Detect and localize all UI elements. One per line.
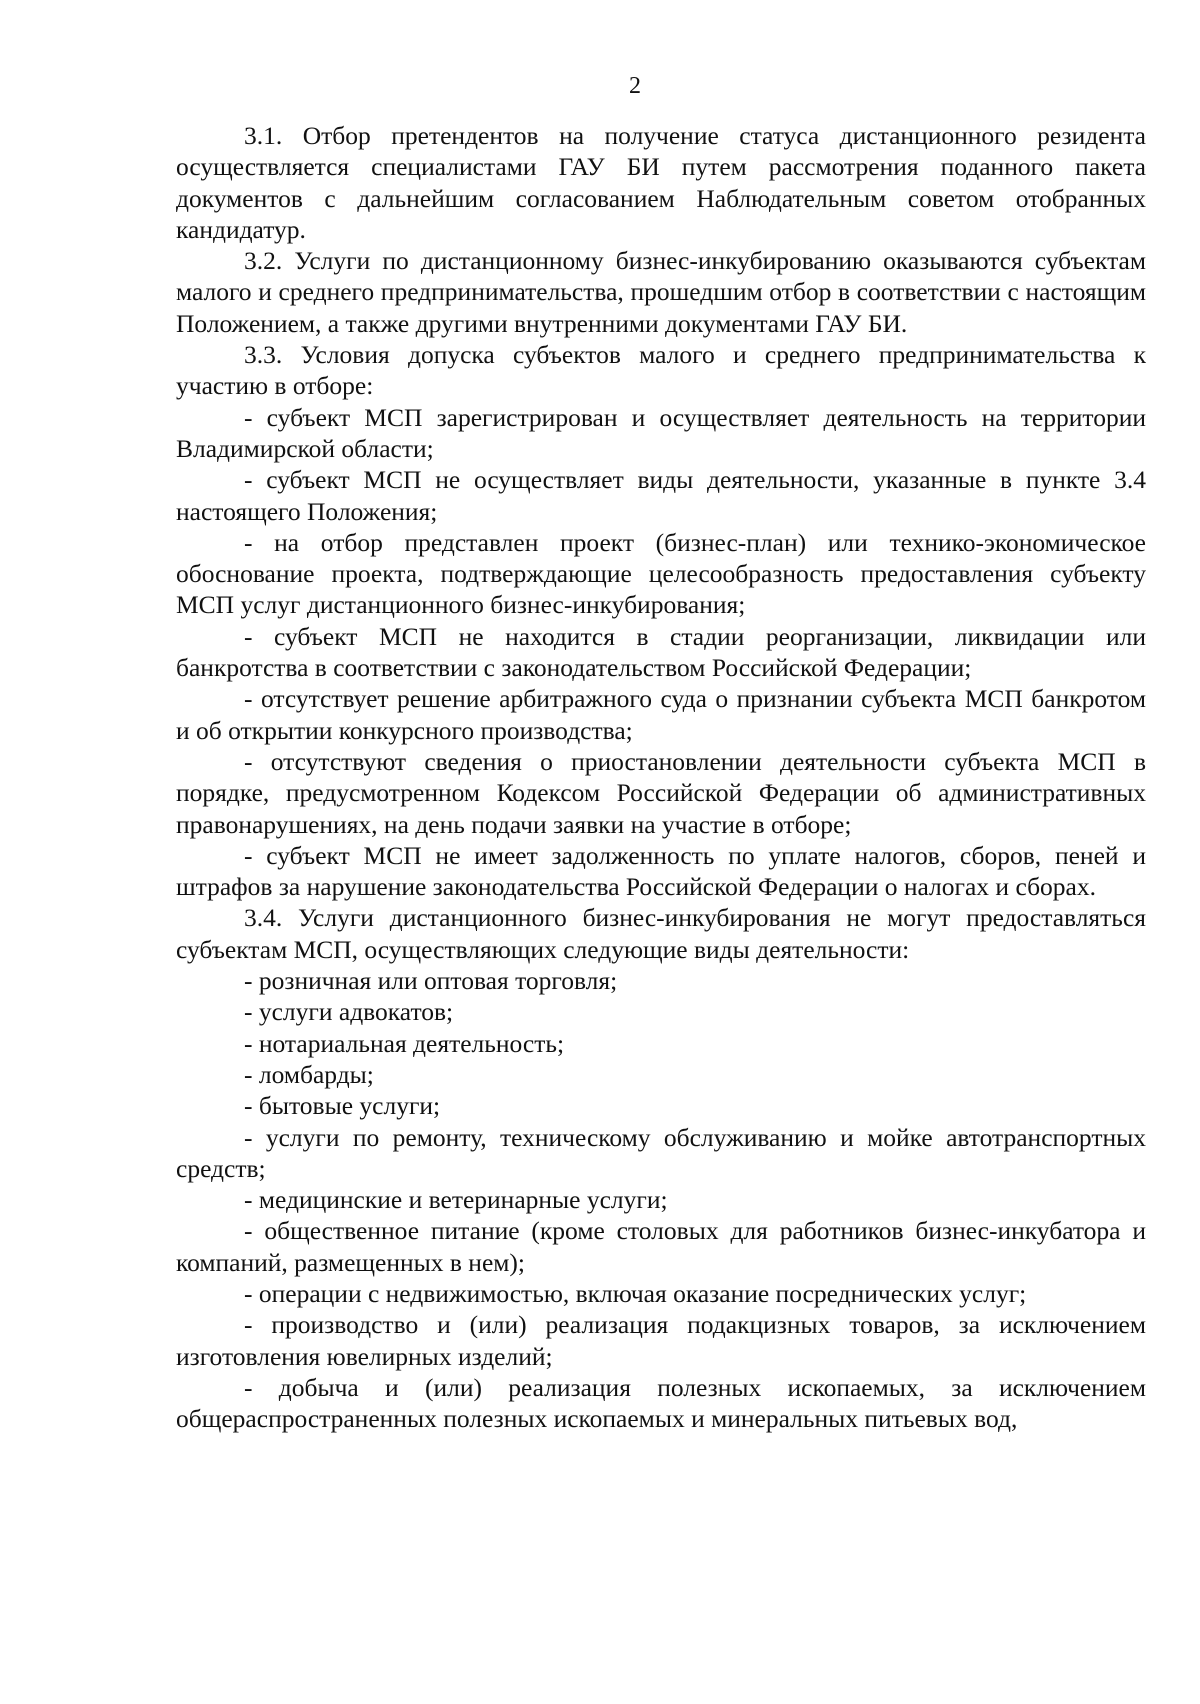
list-item: - розничная или оптовая торговля; xyxy=(244,966,618,996)
clause-3-2: 3.2. Услуги по дистанционному бизнес-инкубированию оказываются субъектам малого и среднего предпринимательства, прошедшим отбор в соответствии с настоящим Положением, а также другими внутренними документами ГАУ БИ. xyxy=(176,246,1146,338)
page-number: 2 xyxy=(629,73,641,99)
list-item: - нотариальная деятельность; xyxy=(244,1028,565,1058)
list-item: - общественное питание (кроме столовых для работников бизнес-инкубатора и компаний, размещенных в нем); xyxy=(176,1216,1146,1277)
list-item: - услуги адвокатов; xyxy=(244,997,454,1027)
list-item: - медицинские и ветеринарные услуги; xyxy=(244,1185,668,1215)
list-item: - субъект МСП не осуществляет виды деятельности, указанные в пункте 3.4 настоящего Положения; xyxy=(176,465,1146,526)
list-item: - услуги по ремонту, техническому обслуживанию и мойке автотранспортных средств; xyxy=(176,1122,1146,1183)
list-item: - добыча и (или) реализация полезных ископаемых, за исключением общераспространенных полезных ископаемых и минеральных питьевых вод, xyxy=(176,1372,1146,1434)
list-item: - бытовые услуги; xyxy=(244,1091,441,1121)
list-item: - производство и (или) реализация подакцизных товаров, за исключением изготовления ювелирных изделий; xyxy=(176,1310,1146,1371)
clause-3-4: 3.4. Услуги дистанционного бизнес-инкубирования не могут предоставляться субъектам МСП, осуществляющих следующие виды деятельности: xyxy=(176,903,1146,964)
list-item: - субъект МСП не имеет задолженность по уплате налогов, сборов, пеней и штрафов за нарушение законодательства Российской Федерации о налогах и сборах. xyxy=(176,840,1146,902)
list-item: - субъект МСП не находится в стадии реорганизации, ликвидации или банкротства в соответствии с законодательством Российской Федерации; xyxy=(176,621,1146,683)
list-item: - операции с недвижимостью, включая оказание посреднических услуг; xyxy=(244,1278,1027,1308)
clause-3-1: 3.1. Отбор претендентов на получение статуса дистанционного резидента осуществляется специалистами ГАУ БИ путем рассмотрения поданного пакета документов с дальнейшим согласованием Наблюдательным советом отобранных кандидатур. xyxy=(176,121,1146,244)
clause-3-3: 3.3. Условия допуска субъектов малого и среднего предпринимательства к участию в отборе: xyxy=(176,340,1146,401)
list-item: - отсутствуют сведения о приостановлении деятельности субъекта МСП в порядке, предусмотренном Кодексом Российской Федерации об административных правонарушениях, на день подачи заявки на участие в отборе; xyxy=(176,746,1146,839)
list-item: - ломбарды; xyxy=(244,1059,374,1089)
list-item: - на отбор представлен проект (бизнес-план) или технико-экономическое обоснование проекта, подтверждающие целесообразность предоставления субъекту МСП услуг дистанционного бизнес-инкубирования; xyxy=(176,527,1146,620)
list-item: - субъект МСП зарегистрирован и осуществляет деятельность на территории Владимирской области; xyxy=(176,402,1146,463)
document-body xyxy=(176,120,1146,1434)
list-item: - отсутствует решение арбитражного суда о признании субъекта МСП банкротом и об открытии конкурсного производства; xyxy=(176,684,1146,745)
